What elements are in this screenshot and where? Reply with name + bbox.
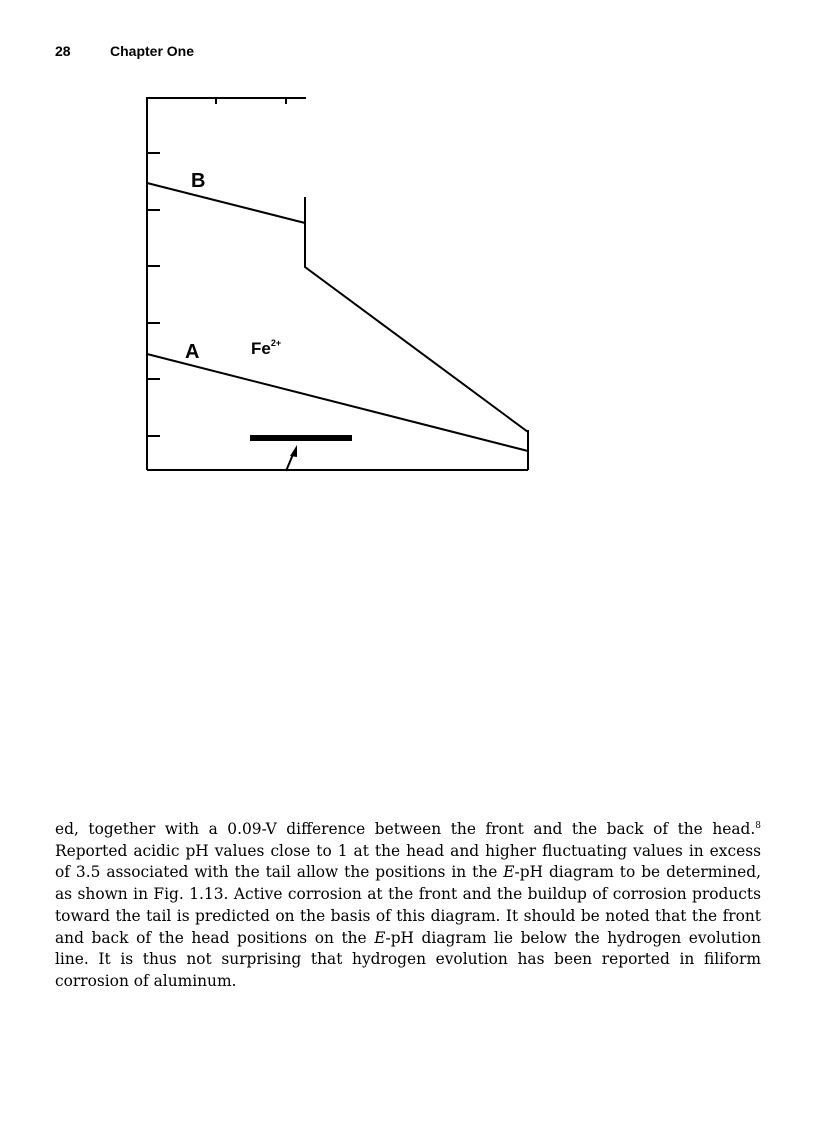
paragraph-part-4: -pH diagram lie below the hydrogen evolution line. It is thus not surprising that hydrogen evolution has been reported in filiform corrosion of aluminum.: [55, 928, 761, 990]
body-paragraph: [55, 819, 761, 993]
label-a: A: [185, 341, 200, 363]
italic-e: E: [374, 928, 386, 947]
label-fe-ion: [251, 338, 281, 358]
head-position-bar: [250, 435, 352, 441]
line-b: [147, 183, 305, 223]
page-number: 28: [55, 43, 71, 59]
paragraph-part-2: Reported acidic pH values close to 1 at the head and higher fluctuating values in excess of 3.5 associated with the tail allow the positions in the: [55, 841, 761, 882]
paragraph-part-3: -pH diagram to be determined, as shown in Fig. 1.13. Active corrosion at the front and the buildup of corrosion products toward the tail is predicted on the basis of this diagram. It should be noted that the front and back of the head positions on the: [55, 863, 761, 947]
fe2-boundary: [305, 197, 528, 432]
italic-e: E: [503, 863, 515, 882]
chapter-title: Chapter One: [110, 43, 195, 59]
footnote-ref: 8: [755, 821, 761, 831]
label-b: B: [191, 170, 206, 192]
paragraph-part-1: ed, together with a 0.09-V difference between the front and the back of the head.: [55, 820, 756, 838]
e-ph-diagram: [0, 0, 816, 520]
pointer-arrowhead: [290, 445, 297, 457]
label-fe-charge: 2+: [270, 338, 282, 348]
label-fe-base: Fe: [251, 339, 271, 358]
